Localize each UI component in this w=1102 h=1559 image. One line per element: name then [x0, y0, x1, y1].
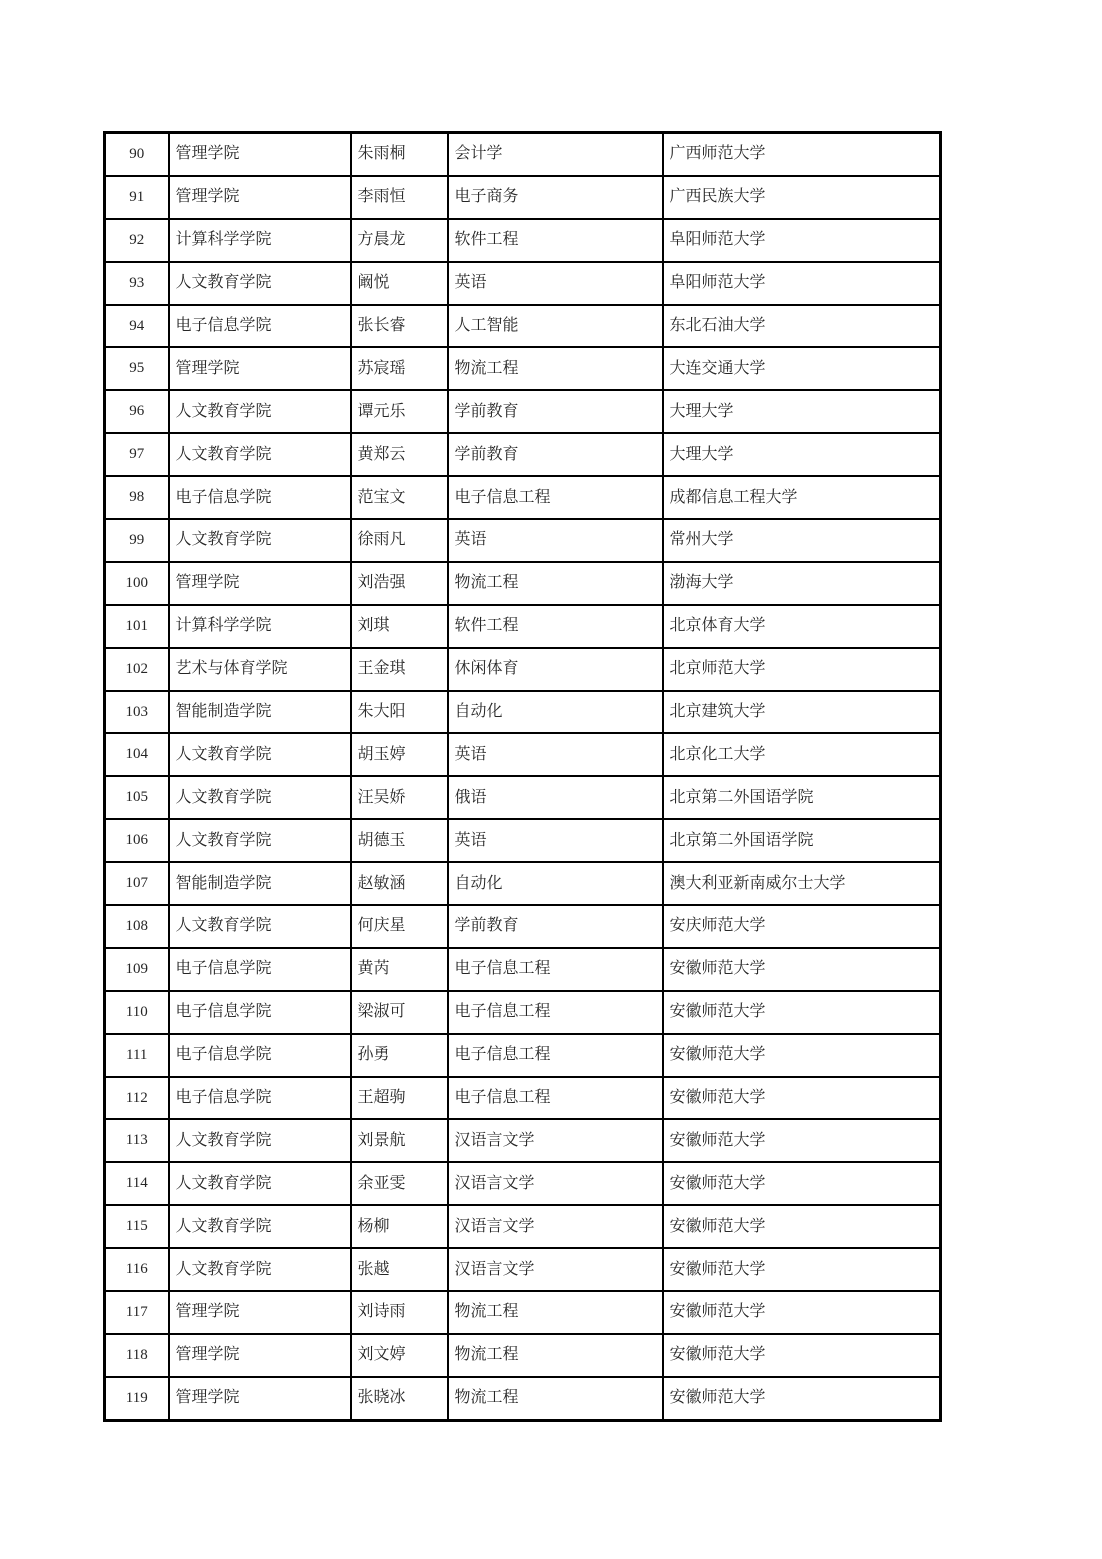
cell-no: 103 — [105, 691, 169, 734]
table-row — [105, 262, 941, 305]
cell-college: 管理学院 — [169, 562, 351, 605]
cell-college: 管理学院 — [169, 347, 351, 390]
cell-name: 苏宸瑶 — [351, 347, 448, 390]
cell-no: 119 — [105, 1377, 169, 1420]
cell-college: 管理学院 — [169, 1377, 351, 1420]
cell-name: 刘琪 — [351, 605, 448, 648]
cell-college: 计算科学学院 — [169, 219, 351, 262]
cell-university: 常州大学 — [663, 519, 941, 562]
cell-name: 刘诗雨 — [351, 1291, 448, 1334]
cell-no: 94 — [105, 305, 169, 348]
cell-college: 人文教育学院 — [169, 1205, 351, 1248]
cell-college: 管理学院 — [169, 133, 351, 176]
cell-no: 95 — [105, 347, 169, 390]
cell-major: 英语 — [448, 819, 663, 862]
cell-name: 徐雨凡 — [351, 519, 448, 562]
cell-no: 98 — [105, 476, 169, 519]
table-row — [105, 1334, 941, 1377]
table-row — [105, 1077, 941, 1120]
cell-major: 软件工程 — [448, 605, 663, 648]
cell-name: 张晓冰 — [351, 1377, 448, 1420]
cell-name: 黄芮 — [351, 948, 448, 991]
cell-no: 110 — [105, 991, 169, 1034]
table-row — [105, 1119, 941, 1162]
cell-major: 汉语言文学 — [448, 1162, 663, 1205]
cell-name: 方晨龙 — [351, 219, 448, 262]
cell-major: 学前教育 — [448, 390, 663, 433]
table-row — [105, 948, 941, 991]
cell-no: 113 — [105, 1119, 169, 1162]
cell-major: 学前教育 — [448, 433, 663, 476]
cell-name: 余亚雯 — [351, 1162, 448, 1205]
cell-no: 99 — [105, 519, 169, 562]
cell-college: 人文教育学院 — [169, 519, 351, 562]
cell-college: 电子信息学院 — [169, 948, 351, 991]
cell-university: 安徽师范大学 — [663, 1291, 941, 1334]
cell-no: 100 — [105, 562, 169, 605]
cell-major: 英语 — [448, 519, 663, 562]
cell-name: 阚悦 — [351, 262, 448, 305]
cell-university: 广西师范大学 — [663, 133, 941, 176]
table-row — [105, 562, 941, 605]
cell-university: 大连交通大学 — [663, 347, 941, 390]
cell-university: 安徽师范大学 — [663, 1334, 941, 1377]
cell-college: 人文教育学院 — [169, 1162, 351, 1205]
cell-no: 105 — [105, 776, 169, 819]
cell-name: 范宝文 — [351, 476, 448, 519]
cell-college: 人文教育学院 — [169, 733, 351, 776]
cell-college: 管理学院 — [169, 176, 351, 219]
table-row — [105, 905, 941, 948]
cell-name: 刘景航 — [351, 1119, 448, 1162]
cell-major: 物流工程 — [448, 347, 663, 390]
table-row — [105, 1162, 941, 1205]
cell-college: 电子信息学院 — [169, 991, 351, 1034]
cell-major: 电子信息工程 — [448, 948, 663, 991]
cell-name: 汪吴娇 — [351, 776, 448, 819]
cell-major: 物流工程 — [448, 1334, 663, 1377]
cell-no: 116 — [105, 1248, 169, 1291]
cell-major: 物流工程 — [448, 1291, 663, 1334]
table-row — [105, 733, 941, 776]
cell-no: 114 — [105, 1162, 169, 1205]
cell-name: 谭元乐 — [351, 390, 448, 433]
cell-no: 97 — [105, 433, 169, 476]
cell-college: 智能制造学院 — [169, 862, 351, 905]
cell-major: 英语 — [448, 733, 663, 776]
cell-name: 何庆星 — [351, 905, 448, 948]
cell-major: 会计学 — [448, 133, 663, 176]
cell-major: 电子信息工程 — [448, 1077, 663, 1120]
table-row — [105, 433, 941, 476]
cell-name: 张越 — [351, 1248, 448, 1291]
cell-major: 英语 — [448, 262, 663, 305]
table-row — [105, 991, 941, 1034]
cell-university: 北京化工大学 — [663, 733, 941, 776]
cell-name: 张长睿 — [351, 305, 448, 348]
table-row — [105, 1377, 941, 1420]
cell-name: 朱雨桐 — [351, 133, 448, 176]
table-row — [105, 1248, 941, 1291]
cell-name: 刘浩强 — [351, 562, 448, 605]
cell-college: 人文教育学院 — [169, 433, 351, 476]
cell-no: 91 — [105, 176, 169, 219]
cell-university: 安徽师范大学 — [663, 991, 941, 1034]
table-row — [105, 648, 941, 691]
cell-no: 90 — [105, 133, 169, 176]
cell-no: 109 — [105, 948, 169, 991]
cell-no: 117 — [105, 1291, 169, 1334]
cell-college: 人文教育学院 — [169, 905, 351, 948]
cell-no: 112 — [105, 1077, 169, 1120]
cell-college: 人文教育学院 — [169, 262, 351, 305]
table-row — [105, 819, 941, 862]
cell-college: 人文教育学院 — [169, 1119, 351, 1162]
cell-name: 黄郑云 — [351, 433, 448, 476]
cell-university: 北京建筑大学 — [663, 691, 941, 734]
table-row — [105, 476, 941, 519]
cell-college: 智能制造学院 — [169, 691, 351, 734]
cell-university: 广西民族大学 — [663, 176, 941, 219]
cell-university: 安徽师范大学 — [663, 1162, 941, 1205]
cell-college: 人文教育学院 — [169, 390, 351, 433]
cell-university: 东北石油大学 — [663, 305, 941, 348]
cell-no: 118 — [105, 1334, 169, 1377]
cell-name: 孙勇 — [351, 1034, 448, 1077]
cell-college: 电子信息学院 — [169, 305, 351, 348]
cell-no: 102 — [105, 648, 169, 691]
cell-major: 休闲体育 — [448, 648, 663, 691]
cell-name: 胡德玉 — [351, 819, 448, 862]
cell-university: 北京第二外国语学院 — [663, 819, 941, 862]
cell-major: 电子商务 — [448, 176, 663, 219]
cell-major: 自动化 — [448, 862, 663, 905]
cell-no: 115 — [105, 1205, 169, 1248]
cell-no: 106 — [105, 819, 169, 862]
table-row — [105, 605, 941, 648]
cell-college: 电子信息学院 — [169, 1077, 351, 1120]
cell-college: 人文教育学院 — [169, 1248, 351, 1291]
cell-major: 电子信息工程 — [448, 1034, 663, 1077]
cell-university: 安庆师范大学 — [663, 905, 941, 948]
cell-college: 艺术与体育学院 — [169, 648, 351, 691]
table-row — [105, 1034, 941, 1077]
cell-university: 安徽师范大学 — [663, 948, 941, 991]
table-row — [105, 390, 941, 433]
cell-name: 胡玉婷 — [351, 733, 448, 776]
cell-no: 93 — [105, 262, 169, 305]
cell-no: 104 — [105, 733, 169, 776]
cell-no: 92 — [105, 219, 169, 262]
table-row — [105, 219, 941, 262]
cell-major: 物流工程 — [448, 1377, 663, 1420]
cell-college: 管理学院 — [169, 1334, 351, 1377]
cell-university: 安徽师范大学 — [663, 1248, 941, 1291]
cell-college: 电子信息学院 — [169, 1034, 351, 1077]
cell-no: 111 — [105, 1034, 169, 1077]
cell-major: 学前教育 — [448, 905, 663, 948]
student-roster-table — [103, 131, 942, 1422]
cell-name: 王超驹 — [351, 1077, 448, 1120]
cell-college: 计算科学学院 — [169, 605, 351, 648]
table-row — [105, 347, 941, 390]
cell-no: 108 — [105, 905, 169, 948]
cell-major: 电子信息工程 — [448, 991, 663, 1034]
cell-no: 96 — [105, 390, 169, 433]
cell-major: 汉语言文学 — [448, 1119, 663, 1162]
cell-major: 汉语言文学 — [448, 1205, 663, 1248]
cell-university: 大理大学 — [663, 390, 941, 433]
cell-university: 北京体育大学 — [663, 605, 941, 648]
cell-major: 电子信息工程 — [448, 476, 663, 519]
cell-university: 阜阳师范大学 — [663, 219, 941, 262]
table-row — [105, 133, 941, 176]
table-row — [105, 1291, 941, 1334]
cell-university: 安徽师范大学 — [663, 1077, 941, 1120]
cell-university: 阜阳师范大学 — [663, 262, 941, 305]
table-row — [105, 862, 941, 905]
cell-university: 安徽师范大学 — [663, 1205, 941, 1248]
table-row — [105, 519, 941, 562]
cell-college: 管理学院 — [169, 1291, 351, 1334]
cell-name: 梁淑可 — [351, 991, 448, 1034]
cell-college: 人文教育学院 — [169, 776, 351, 819]
cell-name: 王金琪 — [351, 648, 448, 691]
cell-major: 人工智能 — [448, 305, 663, 348]
cell-university: 渤海大学 — [663, 562, 941, 605]
cell-university: 安徽师范大学 — [663, 1377, 941, 1420]
cell-university: 澳大利亚新南威尔士大学 — [663, 862, 941, 905]
cell-university: 安徽师范大学 — [663, 1119, 941, 1162]
table-row — [105, 1205, 941, 1248]
cell-name: 刘文婷 — [351, 1334, 448, 1377]
table-row — [105, 691, 941, 734]
cell-university: 安徽师范大学 — [663, 1034, 941, 1077]
table-row — [105, 776, 941, 819]
cell-major: 汉语言文学 — [448, 1248, 663, 1291]
cell-major: 物流工程 — [448, 562, 663, 605]
cell-major: 自动化 — [448, 691, 663, 734]
cell-college: 人文教育学院 — [169, 819, 351, 862]
cell-no: 107 — [105, 862, 169, 905]
cell-name: 朱大阳 — [351, 691, 448, 734]
cell-university: 成都信息工程大学 — [663, 476, 941, 519]
roster-table-body — [105, 133, 941, 1421]
cell-name: 李雨恒 — [351, 176, 448, 219]
cell-name: 赵敏涵 — [351, 862, 448, 905]
cell-university: 北京第二外国语学院 — [663, 776, 941, 819]
cell-major: 软件工程 — [448, 219, 663, 262]
cell-university: 大理大学 — [663, 433, 941, 476]
table-row — [105, 176, 941, 219]
cell-major: 俄语 — [448, 776, 663, 819]
table-row — [105, 305, 941, 348]
cell-no: 101 — [105, 605, 169, 648]
cell-name: 杨柳 — [351, 1205, 448, 1248]
cell-college: 电子信息学院 — [169, 476, 351, 519]
cell-university: 北京师范大学 — [663, 648, 941, 691]
